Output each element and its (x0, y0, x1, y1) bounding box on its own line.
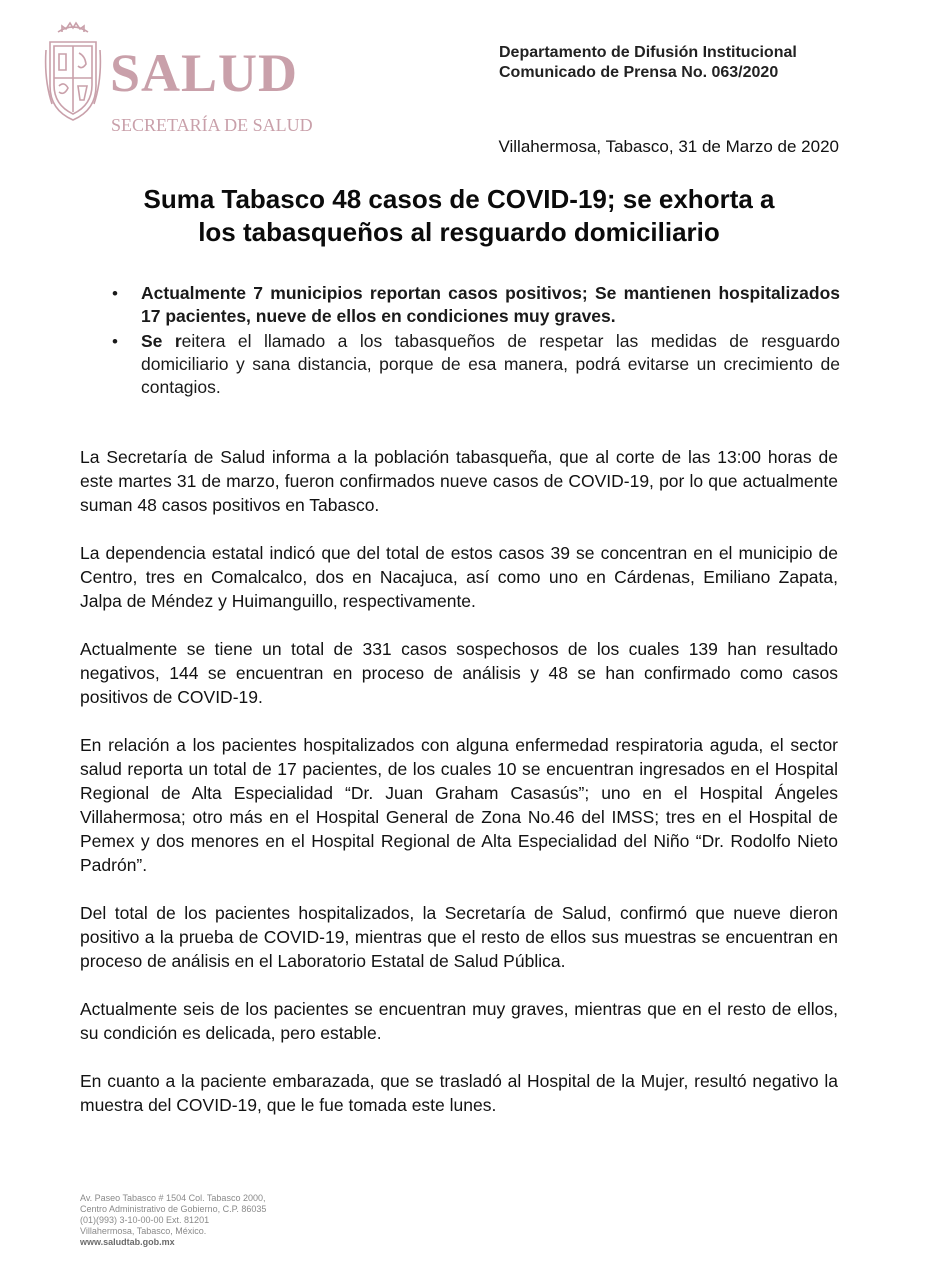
body-paragraph: Actualmente seis de los pacientes se encuentran muy graves, mientras que en el resto de ellos, su condición es delicada, pero estable. (80, 999, 838, 1043)
bullet-text: eitera el llamado a los tabasqueños de respetar las medidas de resguardo domiciliario y sana distancia, porque de esa manera, podrá evitarse un crecimiento de contagios. (141, 331, 841, 397)
body-paragraph: La dependencia estatal indicó que del total de estos casos 39 se concentran en el municipio de Centro, tres en Comalcalco, dos en Nacajuca, así como uno en Cárdenas, Emiliano Zapata, Jalpa de Méndez y Huimanguillo, respectivamente. (80, 543, 838, 611)
headline-line-2: los tabasqueños al resguardo domiciliario (198, 217, 720, 247)
headline-line-1: Suma Tabasco 48 casos de COVID-19; se exhorta a (143, 184, 775, 214)
header-block (499, 43, 797, 83)
footer-address (80, 1193, 266, 1248)
communique-number: Comunicado de Prensa No. 063/2020 (499, 64, 779, 81)
body-paragraph: La Secretaría de Salud informa a la población tabasqueña, que al corte de las 13:00 horas de este martes 31 de marzo, fueron confirmados nueve casos de COVID-19, por lo que actualmente suman 48 casos positivos en Tabasco. (80, 447, 838, 515)
press-release-body (80, 445, 838, 1141)
headline (70, 183, 848, 249)
bullet-icon: • (112, 332, 118, 351)
footer-line: Villahermosa, Tabasco, México. (80, 1226, 207, 1236)
footer-line: Centro Administrativo de Gobierno, C.P. 86035 (80, 1204, 267, 1214)
logo-subtitle: SECRETARÍA DE SALUD (111, 115, 313, 135)
dateline: Villahermosa, Tabasco, 31 de Marzo de 2020 (498, 137, 839, 156)
bullet-text: Actualmente 7 municipios reportan casos positivos; Se mantienen hospitalizados 17 pacientes, nueve de ellos en condiciones muy graves. (141, 283, 840, 326)
body-paragraph: En cuanto a la paciente embarazada, que se trasladó al Hospital de la Mujer, resultó negativo la muestra del COVID-19, que le fue tomada este lunes. (80, 1071, 838, 1115)
footer-line: Av. Paseo Tabasco # 1504 Col. Tabasco 2000, (80, 1193, 266, 1203)
footer-line: (01)(993) 3-10-00-00 Ext. 81201 (80, 1215, 210, 1225)
summary-bullets (110, 282, 840, 401)
body-paragraph: Actualmente se tiene un total de 331 casos sospechosos de los cuales 139 han resultado negativos, 144 se encuentran en proceso de análisis y 48 se han confirmado como casos positivos de COVID-19. (80, 639, 838, 707)
state-coat-of-arms-icon (44, 20, 102, 124)
body-paragraph: En relación a los pacientes hospitalizados con alguna enfermedad respiratoria aguda, el sector salud reporta un total de 17 pacientes, de los cuales 10 se encuentran ingresados en el Hospital Regional de Alta Especialidad “Dr. Juan Graham Casasús”; uno en el Hospital Ángeles Villahermosa; otro más en el Hospital General de Zona No.46 del IMSS; tres en el Hospital de Pemex y dos menores en el Hospital Regional de Alta Especialidad del Niño “Dr. Rodolfo Nieto Padrón”. (80, 735, 838, 875)
bullet-item (110, 282, 840, 328)
department-name: Departamento de Difusión Institucional (499, 44, 797, 61)
salud-logo (44, 20, 314, 135)
bullet-text-bold-lead: Se r (141, 331, 182, 351)
body-paragraph: Del total de los pacientes hospitalizados, la Secretaría de Salud, confirmó que nueve dieron positivo a la prueba de COVID-19, mientras que el resto de ellos sus muestras se encuentran en proceso de análisis en el Laboratorio Estatal de Salud Pública. (80, 903, 838, 971)
bullet-icon: • (112, 284, 118, 303)
bullet-item (110, 330, 840, 399)
logo-wordmark: SALUD (110, 43, 299, 103)
footer-website: www.saludtab.gob.mx (80, 1237, 175, 1247)
